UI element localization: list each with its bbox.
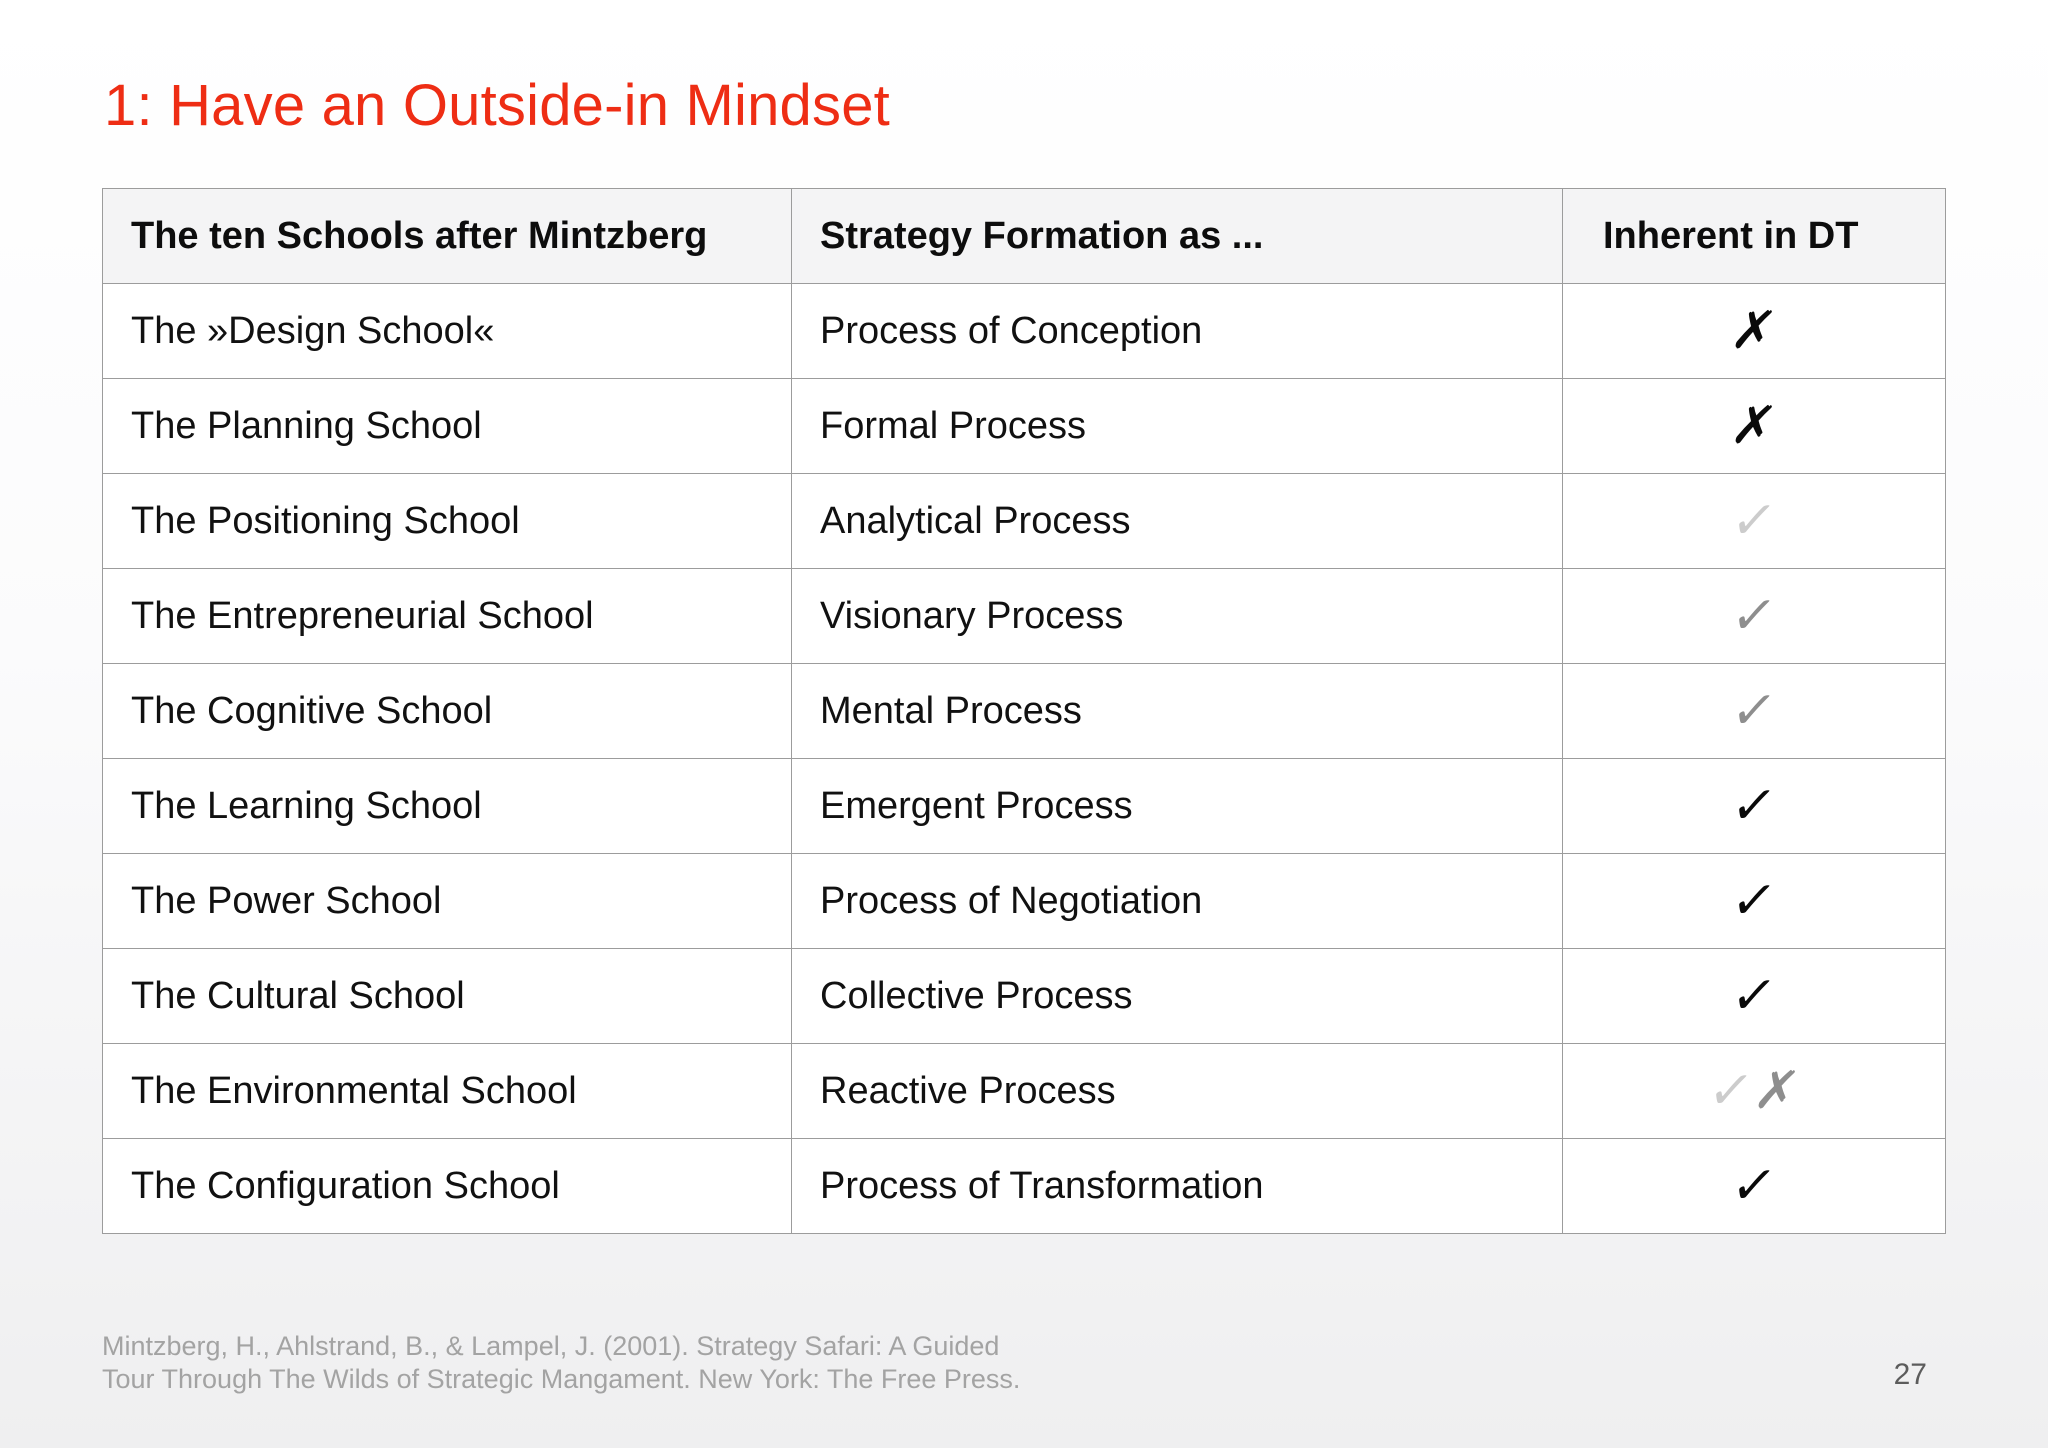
slide-title: 1: Have an Outside-in Mindset	[104, 73, 890, 138]
checkmark-icon: ✓	[1726, 490, 1782, 551]
checkmark-icon: ✓	[1726, 1155, 1782, 1216]
table-row	[103, 949, 1946, 1044]
inherent-in-dt-cell	[1563, 759, 1946, 854]
header-strategy-formation: Strategy Formation as ...	[792, 189, 1563, 284]
page-number: 27	[1893, 1358, 1927, 1391]
table-row	[103, 759, 1946, 854]
table-row	[103, 664, 1946, 759]
school-name-cell: The Configuration School	[103, 1139, 792, 1234]
header-schools: The ten Schools after Mintzberg	[103, 189, 792, 284]
strategy-formation-cell: Formal Process	[792, 379, 1563, 474]
inherent-in-dt-cell	[1563, 379, 1946, 474]
strategy-formation-cell: Mental Process	[792, 664, 1563, 759]
strategy-formation-cell: Collective Process	[792, 949, 1563, 1044]
table-row	[103, 379, 1946, 474]
citation	[102, 1330, 1102, 1396]
checkmark-icon: ✓	[1726, 870, 1782, 931]
inherent-in-dt-cell	[1563, 664, 1946, 759]
school-name-cell: The Planning School	[103, 379, 792, 474]
table-row	[103, 854, 1946, 949]
checkmark-icon: ✓	[1704, 1060, 1759, 1121]
header-inherent-in-dt: Inherent in DT	[1563, 189, 1946, 284]
citation-line-2: Tour Through The Wilds of Strategic Mangament. New York: The Free Press.	[102, 1364, 1021, 1394]
school-name-cell: The Power School	[103, 854, 792, 949]
strategy-formation-cell: Reactive Process	[792, 1044, 1563, 1139]
school-name-cell: The Entrepreneurial School	[103, 569, 792, 664]
school-name-cell: The Positioning School	[103, 474, 792, 569]
strategy-formation-cell: Analytical Process	[792, 474, 1563, 569]
table-header-row	[103, 189, 1946, 284]
table-row	[103, 474, 1946, 569]
inherent-in-dt-cell	[1563, 474, 1946, 569]
schools-table	[102, 188, 1946, 1234]
checkmark-icon: ✓	[1726, 775, 1782, 836]
citation-line-1: Mintzberg, H., Ahlstrand, B., & Lampel, J. (2001). Strategy Safari: A Guided	[102, 1331, 1000, 1361]
inherent-in-dt-cell	[1563, 1139, 1946, 1234]
table-row	[103, 569, 1946, 664]
inherent-in-dt-cell	[1563, 1044, 1946, 1139]
strategy-formation-cell: Emergent Process	[792, 759, 1563, 854]
cross-icon: ✗	[1726, 395, 1782, 456]
checkmark-icon: ✓	[1726, 585, 1782, 646]
table-row	[103, 1139, 1946, 1234]
school-name-cell: The Environmental School	[103, 1044, 792, 1139]
strategy-formation-cell: Process of Conception	[792, 284, 1563, 379]
inherent-in-dt-cell	[1563, 569, 1946, 664]
table-row	[103, 1044, 1946, 1139]
strategy-formation-cell: Process of Negotiation	[792, 854, 1563, 949]
checkmark-icon: ✓	[1726, 965, 1782, 1026]
inherent-in-dt-cell	[1563, 284, 1946, 379]
strategy-formation-cell: Process of Transformation	[792, 1139, 1563, 1234]
cross-icon: ✗	[1749, 1060, 1804, 1121]
table-body	[103, 284, 1946, 1234]
inherent-in-dt-cell	[1563, 949, 1946, 1044]
inherent-in-dt-cell	[1563, 854, 1946, 949]
cross-icon: ✗	[1726, 300, 1782, 361]
school-name-cell: The »Design School«	[103, 284, 792, 379]
checkmark-icon: ✓	[1726, 680, 1782, 741]
school-name-cell: The Learning School	[103, 759, 792, 854]
school-name-cell: The Cultural School	[103, 949, 792, 1044]
school-name-cell: The Cognitive School	[103, 664, 792, 759]
table-row	[103, 284, 1946, 379]
strategy-formation-cell: Visionary Process	[792, 569, 1563, 664]
